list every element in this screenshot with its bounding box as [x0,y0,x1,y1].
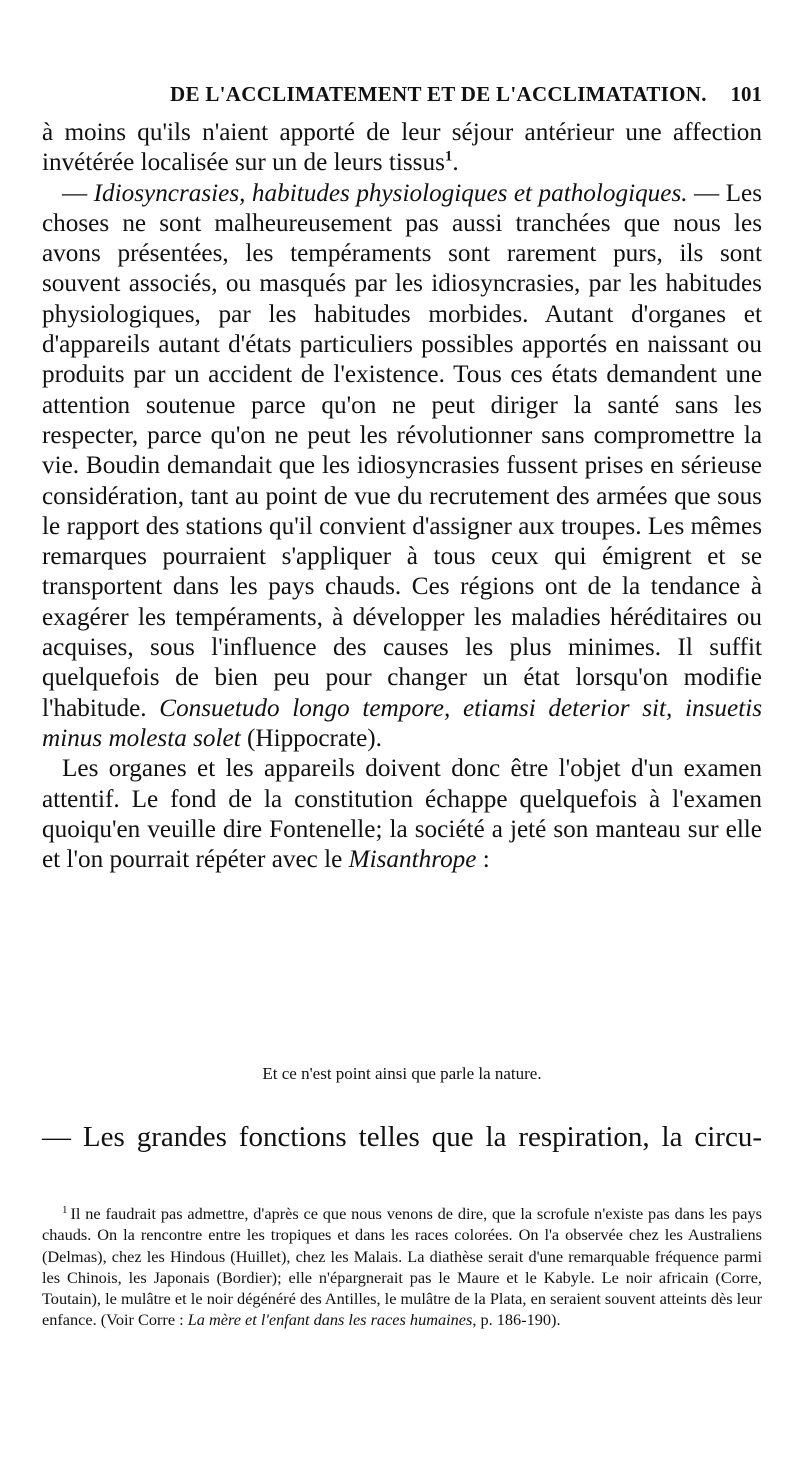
footnote-text: Il ne faudrait pas admettre, d'après ce que nous venons de dire, que la scrofule n'existe pas dans les pays chauds. On la rencontre entre les tropiques et dans les races colorées. On l'a observée chez les Australiens (Delmas), chez les Hindous (Huillet), chez les Malais. La diathèse serait d'une remarquable fréquence parmi les Chinois, les Japonais (Bordier); elle n'épargnerait pas le Maure et le Kabyle. Le noir africain (Corre, Toutain), le mulâtre et le noir dégénéré des Antilles, le mulâtre de la Plata, en seraient souvent atteints dès leur enfance. (Voir Corre : [42,1204,762,1330]
paragraph-text-end: . [452,149,459,177]
paragraph-continuation [42,118,762,179]
verse-quote: Et ce n'est point ainsi que parle la nature. [262,1064,542,1083]
running-head: DE L'ACCLIMATEMENT ET DE L'ACCLIMATATION. [170,82,707,106]
main-text [42,118,762,875]
paragraph-organes [42,754,762,875]
paragraph-text: — Les choses ne sont malheureusement pas aussi tranchées que nous les avons présentées, les tempéraments sont rarement purs, ils sont souvent associés, ou masqués par les idiosyncrasies, par les habitudes physiologiques, par les habitudes morbides. Autant d'organes et d'appareils autant d'états particuliers possibles apportés en naissant ou produits par un accident de l'existence. Tous ces états demandent une attention soutenue parce qu'on ne peut diriger la santé sans les respecter, parce qu'on ne peut les révolutionner sans compromettre la vie. Boudin demandait que les idiosyncrasies fussent prises en sérieuse considération, tant au point de vue du recrutement des armées que sous le rapport des stations qu'il convient d'assigner aux troupes. Les mêmes remarques pourraient s'appliquer à tous ceux qui émigrent et se transportent dans les pays chauds. Ces régions ont de la tendance à exagérer les tempéraments, à développer les maladies héréditaires ou acquises, sous l'influence des causes les plus minimes. Il suffit quelquefois de bien peu pour changer un état lorsqu'on modifie l'habitude. [42,179,763,722]
footnote [42,1203,762,1331]
section-heading: Idiosyncrasies, habitudes physiologiques et pathologiques. [93,179,688,207]
paragraph-idiosyncrasies [42,179,762,755]
next-paragraph-line: — Les grandes fonctions telles que la respiration, la circu- [42,1121,762,1153]
work-title: Misanthrope [348,846,477,874]
paragraph-text: Les organes et les appareils doivent donc être l'objet d'un examen attentif. Le fond de la constitution échappe quelquefois à l'examen quoiqu'en veuille dire Fontenelle; la société a jeté son manteau sur elle et l'on pourrait répéter avec le [42,755,762,874]
footnote-work-title: La mère et l'enfant dans les races humaines [187,1310,473,1330]
paragraph-text: à moins qu'ils n'aient apporté de leur séjour antérieur une affection invétérée localisée sur un de leurs tissus [42,119,762,177]
page-header [42,80,762,116]
citation-source: (Hippocrate). [240,724,382,752]
footnote-page-ref: , p. 186-190). [472,1310,561,1330]
section-dash: — [62,179,94,207]
footnote-mark: 1 [62,1203,68,1216]
latin-citation: Consuetudo longo tempore, etiamsi deterior sit, insuetis minus molesta solet [42,694,762,752]
footnote-paragraph [42,1203,762,1331]
footnote-reference: 1 [444,148,453,165]
page-number: 101 [730,82,762,106]
paragraph-colon: : [476,846,490,874]
